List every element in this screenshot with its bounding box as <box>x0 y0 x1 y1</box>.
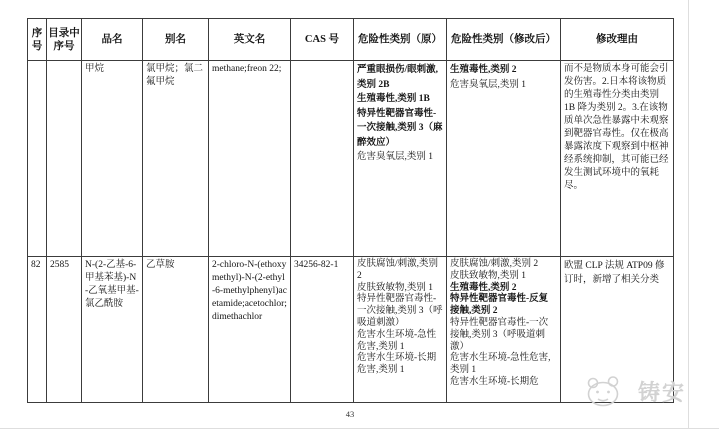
header-product-name: 品名 <box>82 19 143 61</box>
cell-seq <box>28 61 47 257</box>
hazard-item: 危害臭氧层,类别 1 <box>357 152 434 162</box>
hazard-item: 特异性靶器官毒性-一次接触,类别 3（麻醉效应） <box>357 108 443 148</box>
hazard-item: 生殖毒性,类别 1B <box>357 94 430 104</box>
cell-catalog-no: 2585 <box>47 257 82 403</box>
table-header-row <box>28 19 674 61</box>
hazard-classification-table <box>27 18 674 403</box>
header-reason: 修改理由 <box>561 19 674 61</box>
page-edge-horizontal <box>0 428 719 429</box>
header-english-name: 英文名 <box>209 19 291 61</box>
page-number: 43 <box>345 409 355 419</box>
hazard-item: 生殖毒性,类别 2 <box>450 65 517 75</box>
hazard-item: 危害臭氧层,类别 1 <box>450 79 527 90</box>
table-row <box>28 257 674 403</box>
cell-reason: 而不是物质本身可能会引发伤害。2.日本将该物质的生殖毒性分类由类别 1B 降为类别 2。3.在该物质单次急性暴露中未观察到靶器官毒性。仅在极高暴露浓度下观察到中枢神经系统抑制，其可能已经发生测试环境中的氧耗尽。 <box>561 61 674 257</box>
hazard-item: 皮肤致敏物,类别 1 <box>357 282 434 293</box>
hazard-item: 危害水生环境-急性危害,类别 1 <box>450 353 551 376</box>
hazard-item: 生殖毒性,类别 2 <box>450 282 517 293</box>
header-hazard-revised: 危险性类别（修改后） <box>447 19 561 61</box>
cell-hazard-revised <box>447 61 561 257</box>
cell-hazard-original <box>354 257 447 403</box>
hazard-item: 皮肤致敏物,类别 1 <box>450 270 527 281</box>
hazard-item: 危害水生环境-急性危害,类别 1 <box>357 329 437 352</box>
hazard-item: 特异性靶器官毒性-一次接触,类别 3（呼吸道刺激） <box>450 317 549 352</box>
cell-cas-no: 34256-82-1 <box>291 257 354 403</box>
cell-product-name: 甲烷 <box>82 61 143 257</box>
table-row <box>28 61 674 257</box>
hazard-item: 危害水生环境-长期危 <box>450 376 539 387</box>
cell-english-name: 2-chloro-N-(ethoxymethyl)-N-(2-ethyl-6-methylphenyl)acetamide;acetochlor;dimethachlor <box>209 257 291 403</box>
header-seq: 序号 <box>28 19 47 61</box>
cell-catalog-no <box>47 61 82 257</box>
cell-english-name: methane;freon 22; <box>209 61 291 257</box>
hazard-item: 皮肤腐蚀/刺激,类别 2 <box>450 259 539 269</box>
hazard-item: 特异性靶器官毒性-一次接触,类别 3（呼吸道刺激） <box>357 294 443 328</box>
hazard-item: 危害水生环境-长期危害,类别 1 <box>357 353 437 376</box>
page-edge-vertical <box>688 0 689 429</box>
hazard-item: 严重眼损伤/眼刺激,类别 2B <box>357 65 439 90</box>
cell-hazard-original <box>354 61 447 257</box>
cell-product-name: N-(2-乙基-6-甲基苯基)-N-乙氧基甲基-氯乙酰胺 <box>82 257 143 403</box>
cell-reason: 欧盟 CLP 法规 ATP09 修订时，新增了相关分类 <box>561 257 674 403</box>
cell-alias: 乙草胺 <box>143 257 209 403</box>
hazard-item: 特异性靶器官毒性-反复接触,类别 2 <box>450 294 549 317</box>
header-catalog-no: 目录中序号 <box>47 19 82 61</box>
cell-seq: 82 <box>28 257 47 403</box>
header-alias: 别名 <box>143 19 209 61</box>
header-cas-no: CAS 号 <box>291 19 354 61</box>
cell-hazard-revised <box>447 257 561 403</box>
watermark-text: 铸安 <box>638 380 687 405</box>
cell-alias: 氯甲烷；氯二氟甲烷 <box>143 61 209 257</box>
header-hazard-original: 危险性类别（原） <box>354 19 447 61</box>
cell-cas-no <box>291 61 354 257</box>
hazard-item: 皮肤腐蚀/刺激,类别 2 <box>357 259 439 281</box>
